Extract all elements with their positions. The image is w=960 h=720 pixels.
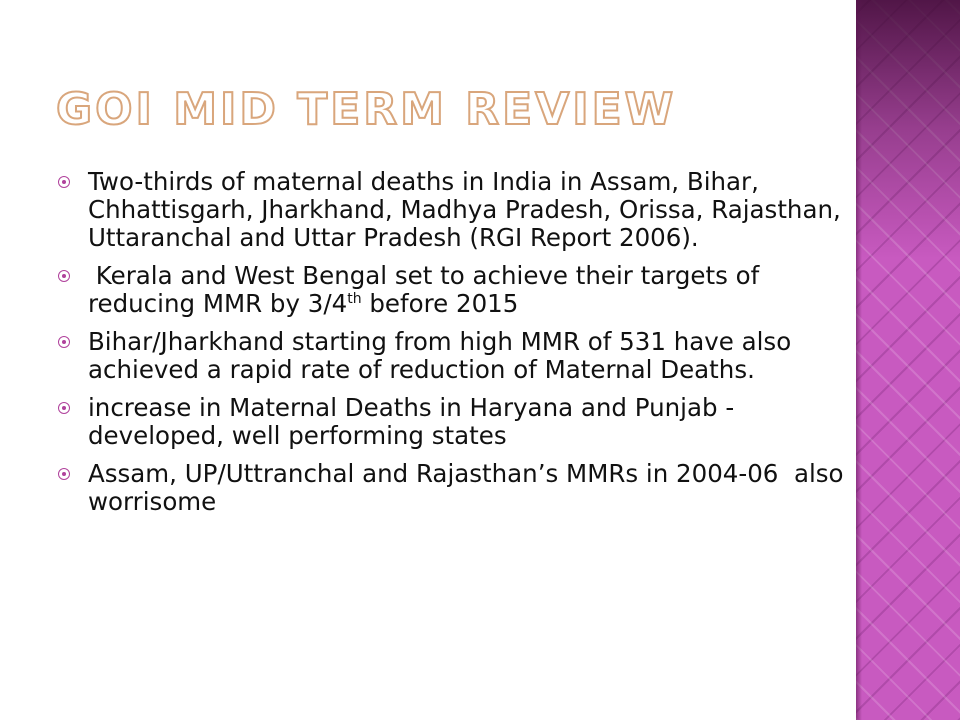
ordinal-superscript: th [347, 291, 362, 307]
bullet-item [58, 262, 848, 318]
bullet-text: Kerala and West Bengal set to achieve their targets of reducing MMR by 3/4 [88, 261, 768, 318]
bullet-item [58, 328, 848, 384]
bullet-text: Two-thirds of maternal deaths in India in Assam, Bihar, Chhattisgarh, Jharkhand, Madhya Pradesh, Orissa, Rajasthan, Uttaranchal and Uttar Pradesh (RGI Report 2006). [88, 167, 841, 252]
bullet-item [58, 394, 848, 450]
circled-dot-icon [58, 468, 70, 480]
side-band-shadow [856, 0, 862, 720]
bullet-list [58, 167, 852, 526]
bullet-text: increase in Maternal Deaths in Haryana and Punjab -developed, well performing states [88, 393, 735, 450]
circled-dot-icon [58, 270, 70, 282]
bullet-text: Bihar/Jharkhand starting from high MMR of 531 have also achieved a rapid rate of reduction of Maternal Deaths. [88, 327, 792, 384]
slide-title: GOI MID TERM REVIEW [56, 84, 677, 135]
bullet-text-continued: before 2015 [361, 289, 519, 318]
bullet-item [58, 459, 852, 516]
circled-dot-icon [58, 176, 70, 188]
circled-dot-icon [58, 402, 70, 414]
decorative-side-band [856, 0, 960, 720]
bullet-text: Assam, UP/Uttranchal and Rajasthan’s MMRs in 2004-06 also worrisome [88, 459, 852, 516]
circled-dot-icon [58, 336, 70, 348]
bullet-item [58, 168, 848, 252]
